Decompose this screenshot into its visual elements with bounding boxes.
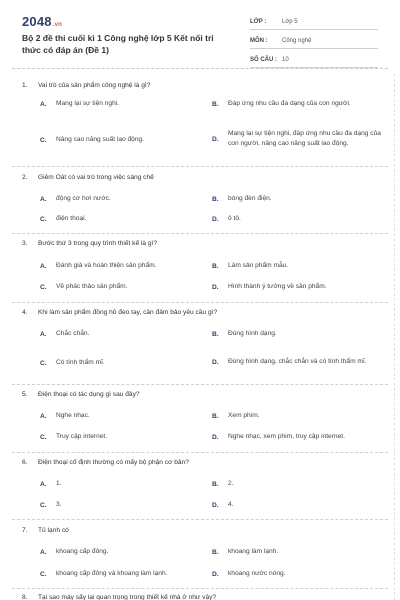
question-number: 8. — [22, 594, 28, 600]
option-letter: B. — [212, 480, 219, 488]
question-6 — [22, 459, 382, 466]
option-text: Truy cập internet. — [56, 433, 108, 440]
question-3 — [22, 240, 382, 247]
logo-suffix: .vn — [52, 22, 63, 28]
answer-option[interactable] — [212, 568, 382, 580]
meta-row-class — [250, 14, 378, 30]
page-edge — [394, 74, 395, 600]
option-text: Xem phim. — [228, 412, 260, 419]
option-text: khoang cấp đông và khoang làm lạnh. — [56, 570, 168, 577]
option-text: Đáp ứng nhu cầu đa dạng của con người. — [228, 100, 351, 107]
meta-value: Lớp 5 — [282, 18, 298, 25]
answer-option[interactable] — [40, 134, 200, 146]
option-letter: A. — [40, 262, 47, 270]
question-divider — [12, 452, 388, 453]
option-letter: A. — [40, 412, 47, 420]
question-text: Vai trò của sản phẩm công nghệ là gì? — [38, 82, 151, 89]
option-text: khoang làm lạnh. — [228, 548, 279, 555]
answer-option[interactable] — [212, 328, 382, 340]
answer-option[interactable] — [40, 328, 200, 340]
question-divider — [12, 519, 388, 520]
option-text: động cơ hơi nước. — [56, 195, 111, 202]
question-text: Giêm Oát có vai trò trong việc sáng chế — [38, 174, 154, 181]
question-number: 3. — [22, 240, 28, 247]
option-text: Đánh giá và hoàn thiện sản phẩm. — [56, 262, 157, 269]
option-text: Nghe nhạc. — [56, 412, 90, 419]
answer-option[interactable] — [40, 357, 200, 369]
meta-info — [250, 14, 378, 71]
meta-row-count — [250, 52, 378, 68]
answer-option[interactable] — [212, 350, 382, 374]
document-title: Bộ 2 đề thi cuối kì 1 Công nghệ lớp 5 Kết nối tri thức có đáp án (Đề 1) — [22, 33, 214, 55]
question-text: Điện thoại có tác dụng gì sau đây? — [38, 391, 140, 398]
answer-option[interactable] — [212, 431, 382, 443]
question-number: 2. — [22, 174, 28, 181]
question-text: Tại sao máy sấy lại quan trọng trong thiết kế nhà ở như vậy? — [38, 594, 217, 600]
option-letter: D. — [212, 570, 219, 578]
option-letter: C. — [40, 215, 47, 223]
answer-option[interactable] — [212, 260, 382, 272]
option-text: Đúng hình dạng. — [228, 330, 277, 337]
document-header — [0, 0, 400, 72]
question-text: Khi làm sản phẩm đồng hồ đeo tay, cần đảm bảo yêu cầu gì? — [38, 309, 218, 316]
option-text: Làm sản phẩm mẫu. — [228, 262, 289, 269]
option-letter: B. — [212, 100, 219, 108]
answer-option[interactable] — [40, 431, 200, 443]
option-letter: D. — [212, 501, 219, 509]
answer-option[interactable] — [212, 281, 382, 293]
option-text: Hình thành ý tưởng về sản phẩm. — [228, 283, 327, 290]
option-letter: D. — [212, 215, 219, 223]
question-number: 1. — [22, 82, 28, 89]
option-text: điện thoại. — [56, 215, 87, 222]
option-text: Chắc chắn. — [56, 330, 90, 337]
option-letter: C. — [40, 359, 47, 367]
question-text: Điện thoại cố định thường có mấy bộ phận cơ bản? — [38, 459, 189, 466]
meta-value: 10 — [282, 56, 289, 63]
option-letter: D. — [212, 135, 219, 143]
header-divider — [12, 68, 388, 69]
option-text: ô tô. — [228, 215, 241, 222]
option-text: Đúng hình dạng, chắc chắn và có tính thẩm mĩ. — [228, 358, 367, 365]
answer-option[interactable] — [40, 213, 200, 225]
meta-label: LỚP : — [250, 18, 267, 25]
answer-option[interactable] — [40, 568, 200, 580]
question-divider — [12, 233, 388, 234]
option-text: 4. — [228, 501, 234, 508]
option-letter: A. — [40, 100, 47, 108]
question-number: 4. — [22, 309, 28, 316]
question-divider — [12, 384, 388, 385]
option-text: Nghe nhạc, xem phim, truy cập internet. — [228, 433, 345, 440]
question-4 — [22, 309, 382, 316]
answer-option[interactable] — [212, 546, 382, 558]
option-letter: C. — [40, 570, 47, 578]
option-text: khoang cấp đông. — [56, 548, 109, 555]
option-letter: A. — [40, 548, 47, 556]
option-text: bóng đèn điện. — [228, 195, 272, 202]
meta-row-subject — [250, 33, 378, 49]
question-number: 5. — [22, 391, 28, 398]
answer-option[interactable] — [212, 213, 382, 225]
option-letter: D. — [212, 358, 219, 366]
answer-option[interactable] — [40, 410, 200, 422]
option-text: khoang nước nóng. — [228, 570, 286, 577]
answer-option[interactable] — [40, 478, 200, 490]
option-letter: A. — [40, 330, 47, 338]
question-8 — [22, 594, 382, 600]
question-divider — [12, 166, 388, 167]
option-letter: B. — [212, 195, 219, 203]
option-letter: C. — [40, 283, 47, 291]
option-letter: A. — [40, 195, 47, 203]
answer-option[interactable] — [40, 281, 200, 293]
question-number: 7. — [22, 527, 28, 534]
option-text: 3. — [56, 501, 62, 508]
meta-label: SỐ CÂU : — [250, 56, 277, 63]
option-text: 2. — [228, 480, 234, 487]
question-text: Bước thứ 3 trong quy trình thiết kế là gì? — [38, 240, 158, 247]
meta-label: MÔN : — [250, 37, 268, 44]
answer-option[interactable] — [212, 499, 382, 511]
question-divider — [12, 588, 388, 589]
meta-value: Công nghệ — [282, 37, 312, 44]
option-letter: B. — [212, 330, 219, 338]
question-number: 6. — [22, 459, 28, 466]
question-5 — [22, 391, 382, 398]
question-divider — [12, 302, 388, 303]
option-letter: D. — [212, 283, 219, 291]
question-7 — [22, 527, 382, 534]
option-text: Mang lại sự tiện nghi, đáp ứng nhu cầu đa dạng của con người, nâng cao năng suất lao động. — [228, 130, 381, 147]
option-letter: C. — [40, 501, 47, 509]
site-logo[interactable] — [22, 14, 62, 29]
option-text: 1. — [56, 480, 62, 487]
answer-option[interactable] — [212, 478, 382, 490]
answer-option[interactable] — [40, 98, 200, 110]
answer-option[interactable] — [212, 122, 382, 156]
logo-text: 2048 — [22, 14, 52, 29]
option-letter: D. — [212, 433, 219, 441]
question-1 — [22, 82, 382, 89]
answer-option[interactable] — [212, 193, 382, 205]
question-2 — [22, 174, 382, 181]
option-text: Nâng cao năng suất lao động. — [56, 136, 144, 143]
option-letter: C. — [40, 136, 47, 144]
answer-option[interactable] — [40, 193, 200, 205]
option-letter: A. — [40, 480, 47, 488]
option-letter: B. — [212, 548, 219, 556]
option-text: Vẽ phác thảo sản phẩm. — [56, 283, 128, 290]
answer-option[interactable] — [212, 410, 382, 422]
question-text: Tủ lạnh có — [38, 527, 69, 534]
option-letter: B. — [212, 262, 219, 270]
option-letter: C. — [40, 433, 47, 441]
answer-option[interactable] — [212, 98, 382, 110]
option-letter: B. — [212, 412, 219, 420]
answer-option[interactable] — [40, 260, 200, 272]
answer-option[interactable] — [40, 499, 200, 511]
answer-option[interactable] — [40, 546, 200, 558]
option-text: Mang lại sự tiện nghi. — [56, 100, 120, 107]
option-text: Có tính thẩm mĩ. — [56, 359, 105, 366]
